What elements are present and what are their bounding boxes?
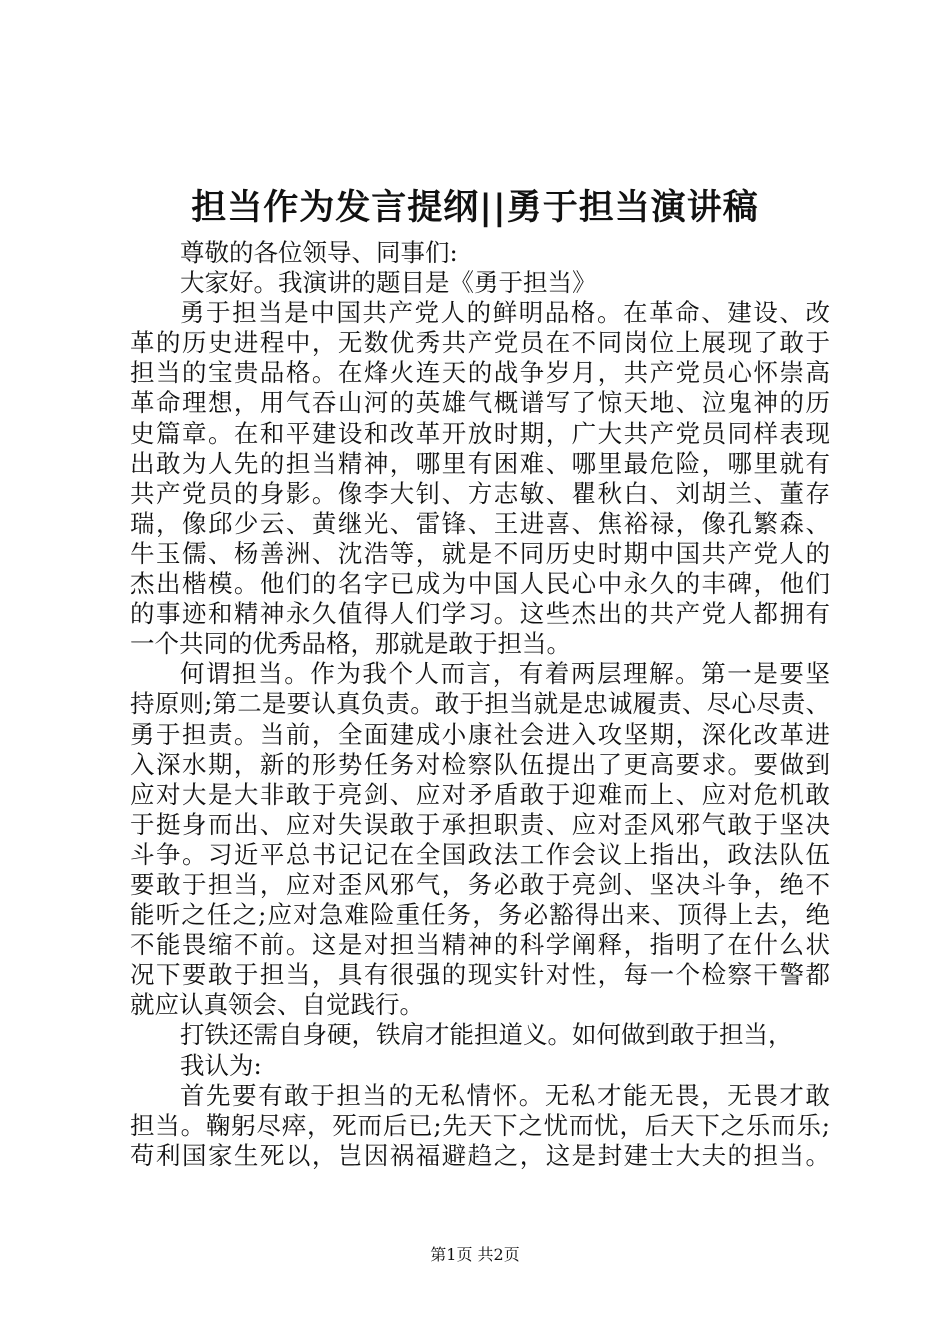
text-line: 苟利国家生死以，岂因祸福避趋之，这是封建士大夫的担当。 — [130, 1140, 830, 1170]
text-line: 勇于担责。当前，全面建成小康社会进入攻坚期，深化改革进 — [130, 719, 830, 749]
text-line: 何谓担当。作为我个人而言，有着两层理解。第一是要坚 — [180, 659, 830, 689]
document-title: 担当作为发言提纲||勇于担当演讲稿 — [191, 187, 759, 228]
text-line: 担当。鞠躬尽瘁，死而后已;先天下之忧而忧，后天下之乐而乐; — [130, 1110, 830, 1140]
text-line: 共产党员的身影。像李大钊、方志敏、瞿秋白、刘胡兰、董存 — [130, 478, 830, 508]
text-line: 斗争。习近平总书记记在全国政法工作会议上指出，政法队伍 — [130, 839, 830, 869]
text-line: 勇于担当是中国共产党人的鲜明品格。在革命、建设、改 — [180, 298, 830, 328]
text-line: 瑞，像邱少云、黄继光、雷锋、王进喜、焦裕禄，像孔繁森、 — [130, 508, 830, 538]
text-line: 于挺身而出、应对失误敢于承担职责、应对歪风邪气敢于坚决 — [130, 809, 830, 839]
text-line: 应对大是大非敢于亮剑、应对矛盾敢于迎难而上、应对危机敢 — [130, 779, 830, 809]
text-line: 杰出楷模。他们的名字已成为中国人民心中永久的丰碑，他们 — [130, 569, 830, 599]
text-line: 我认为: — [180, 1050, 262, 1080]
text-line: 能听之任之;应对急难险重任务，务必豁得出来、顶得上去，绝 — [130, 900, 830, 930]
text-line: 打铁还需自身硬，铁肩才能担道义。如何做到敢于担当， — [180, 1020, 793, 1050]
text-line: 要敢于担当，应对歪风邪气，务必敢于亮剑、坚决斗争，绝不 — [130, 869, 830, 899]
page-footer: 第1页 共2页 — [430, 1245, 520, 1264]
text-line: 入深水期，新的形势任务对检察队伍提出了更高要求。要做到 — [130, 749, 830, 779]
text-line: 革的历史进程中，无数优秀共产党员在不同岗位上展现了敢于 — [130, 328, 830, 358]
text-line: 况下要敢于担当，具有很强的现实针对性，每一个检察干警都 — [130, 960, 830, 990]
text-line: 的事迹和精神永久值得人们学习。这些杰出的共产党人都拥有 — [130, 599, 830, 629]
text-line: 不能畏缩不前。这是对担当精神的科学阐释，指明了在什么状 — [130, 930, 830, 960]
text-line: 担当的宝贵品格。在烽火连天的战争岁月，共产党员心怀崇高 — [130, 358, 830, 388]
text-line: 牛玉儒、杨善洲、沈浩等，就是不同历史时期中国共产党人的 — [130, 538, 830, 568]
document-body — [130, 238, 830, 1171]
text-line: 史篇章。在和平建设和改革开放时期，广大共产党员同样表现 — [130, 418, 830, 448]
text-line: 尊敬的各位领导、同事们: — [180, 238, 458, 267]
text-line: 出敢为人先的担当精神，哪里有困难、哪里最危险，哪里就有 — [130, 448, 830, 478]
text-line: 持原则;第二是要认真负责。敢于担当就是忠诚履责、尽心尽责、 — [130, 689, 830, 719]
text-line: 大家好。我演讲的题目是《勇于担当》 — [180, 268, 597, 298]
text-line: 一个共同的优秀品格，那就是敢于担当。 — [130, 629, 571, 659]
text-line: 革命理想，用气吞山河的英雄气概谱写了惊天地、泣鬼神的历 — [130, 388, 830, 418]
text-line: 首先要有敢于担当的无私情怀。无私才能无畏，无畏才敢 — [180, 1080, 830, 1110]
text-line: 就应认真领会、自觉践行。 — [130, 990, 424, 1020]
